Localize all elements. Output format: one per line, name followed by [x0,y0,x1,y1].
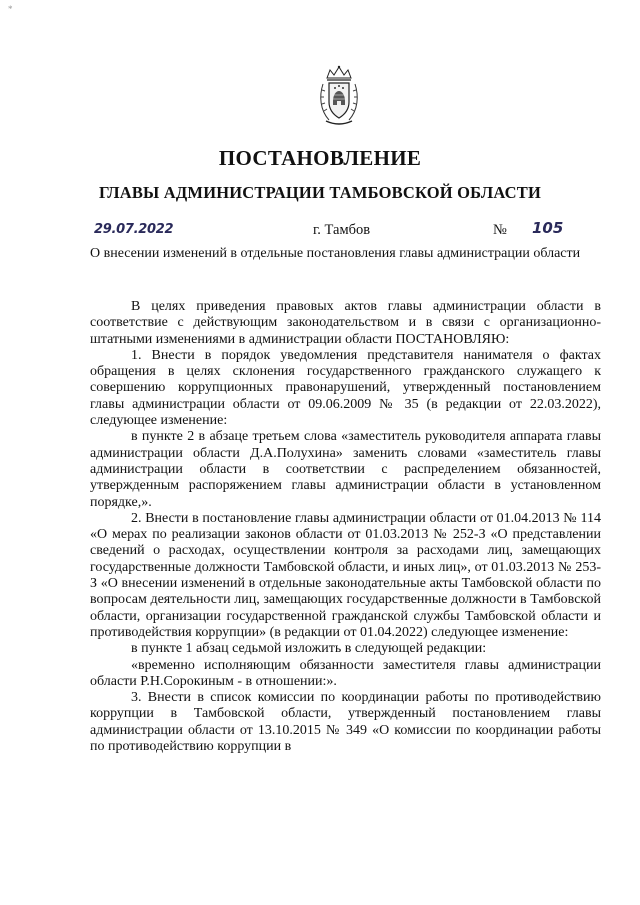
document-subject: О внесении изменений в отдельные постановления главы администрации области [90,246,581,261]
paragraph: В целях приведения правовых актов главы администрации области в соответствие с действующим законодательством и в связи с организационно-штатными изменениями в администрации области ПОСТАНОВЛЯЮ: [90,299,601,347]
number-label: № [493,222,507,238]
document-date: 29.07.2022 [94,222,174,237]
paragraph: 3. Внести в список комиссии по координации работы по противодействию коррупции в Тамбовской области, утвержденный постановлением главы администрации области от 13.10.2015 № 349 «О комиссии по координации работы по противодействию коррупции в [90,690,601,755]
paragraph: в пункте 1 абзац седьмой изложить в следующей редакции: [131,641,487,657]
paragraph: 2. Внести в постановление главы администрации области от 01.04.2013 № 114 «О мерах по реализации законов области от 01.03.2013 № 252-З «О представлении сведений о расходах, осуществлении контроля за расходами лиц, замещающих государственные должности Тамбовской области, и иных лиц», от 01.03.2013 № 253-З «О внесении изменений в отдельные законодательные акты Тамбовской области по вопросам деятельности лиц, замещающих государственные должности в Тамбовской области, организации государственной гражданской службы Тамбовской области и противодействия коррупции» (в редакции от 01.04.2022) следующее изменение: [90,510,601,640]
paragraph: «временно исполняющим обязанности заместителя главы администрации области Р.Н.Сорокиным - в отношении:». [90,657,601,689]
document-body [90,299,601,755]
coat-of-arms-icon [318,64,360,130]
corner-mark: * [8,4,13,14]
issuing-authority: ГЛАВЫ АДМИНИСТРАЦИИ ТАМБОВСКОЙ ОБЛАСТИ [99,183,541,202]
paragraph: 1. Внести в порядок уведомления представителя нанимателя о фактах обращения в целях склонения государственного гражданского служащего к совершению коррупционных правонарушений, утвержденный постановлением главы администрации области от 09.06.2009 № 35 (в редакции от 22.03.2022), следующее изменение: [90,347,601,429]
paragraph: в пункте 2 в абзаце третьем слова «заместитель руководителя аппарата главы администрации области Д.А.Полухина» заменить словами «заместитель главы администрации области в соответствии с распределением обязанностей, утвержденным распоряжением главы администрации области в установленном порядке,». [90,429,601,510]
document-city: г. Тамбов [313,222,371,238]
document-number: 105 [532,219,564,237]
document-title: ПОСТАНОВЛЕНИЕ [218,146,422,170]
